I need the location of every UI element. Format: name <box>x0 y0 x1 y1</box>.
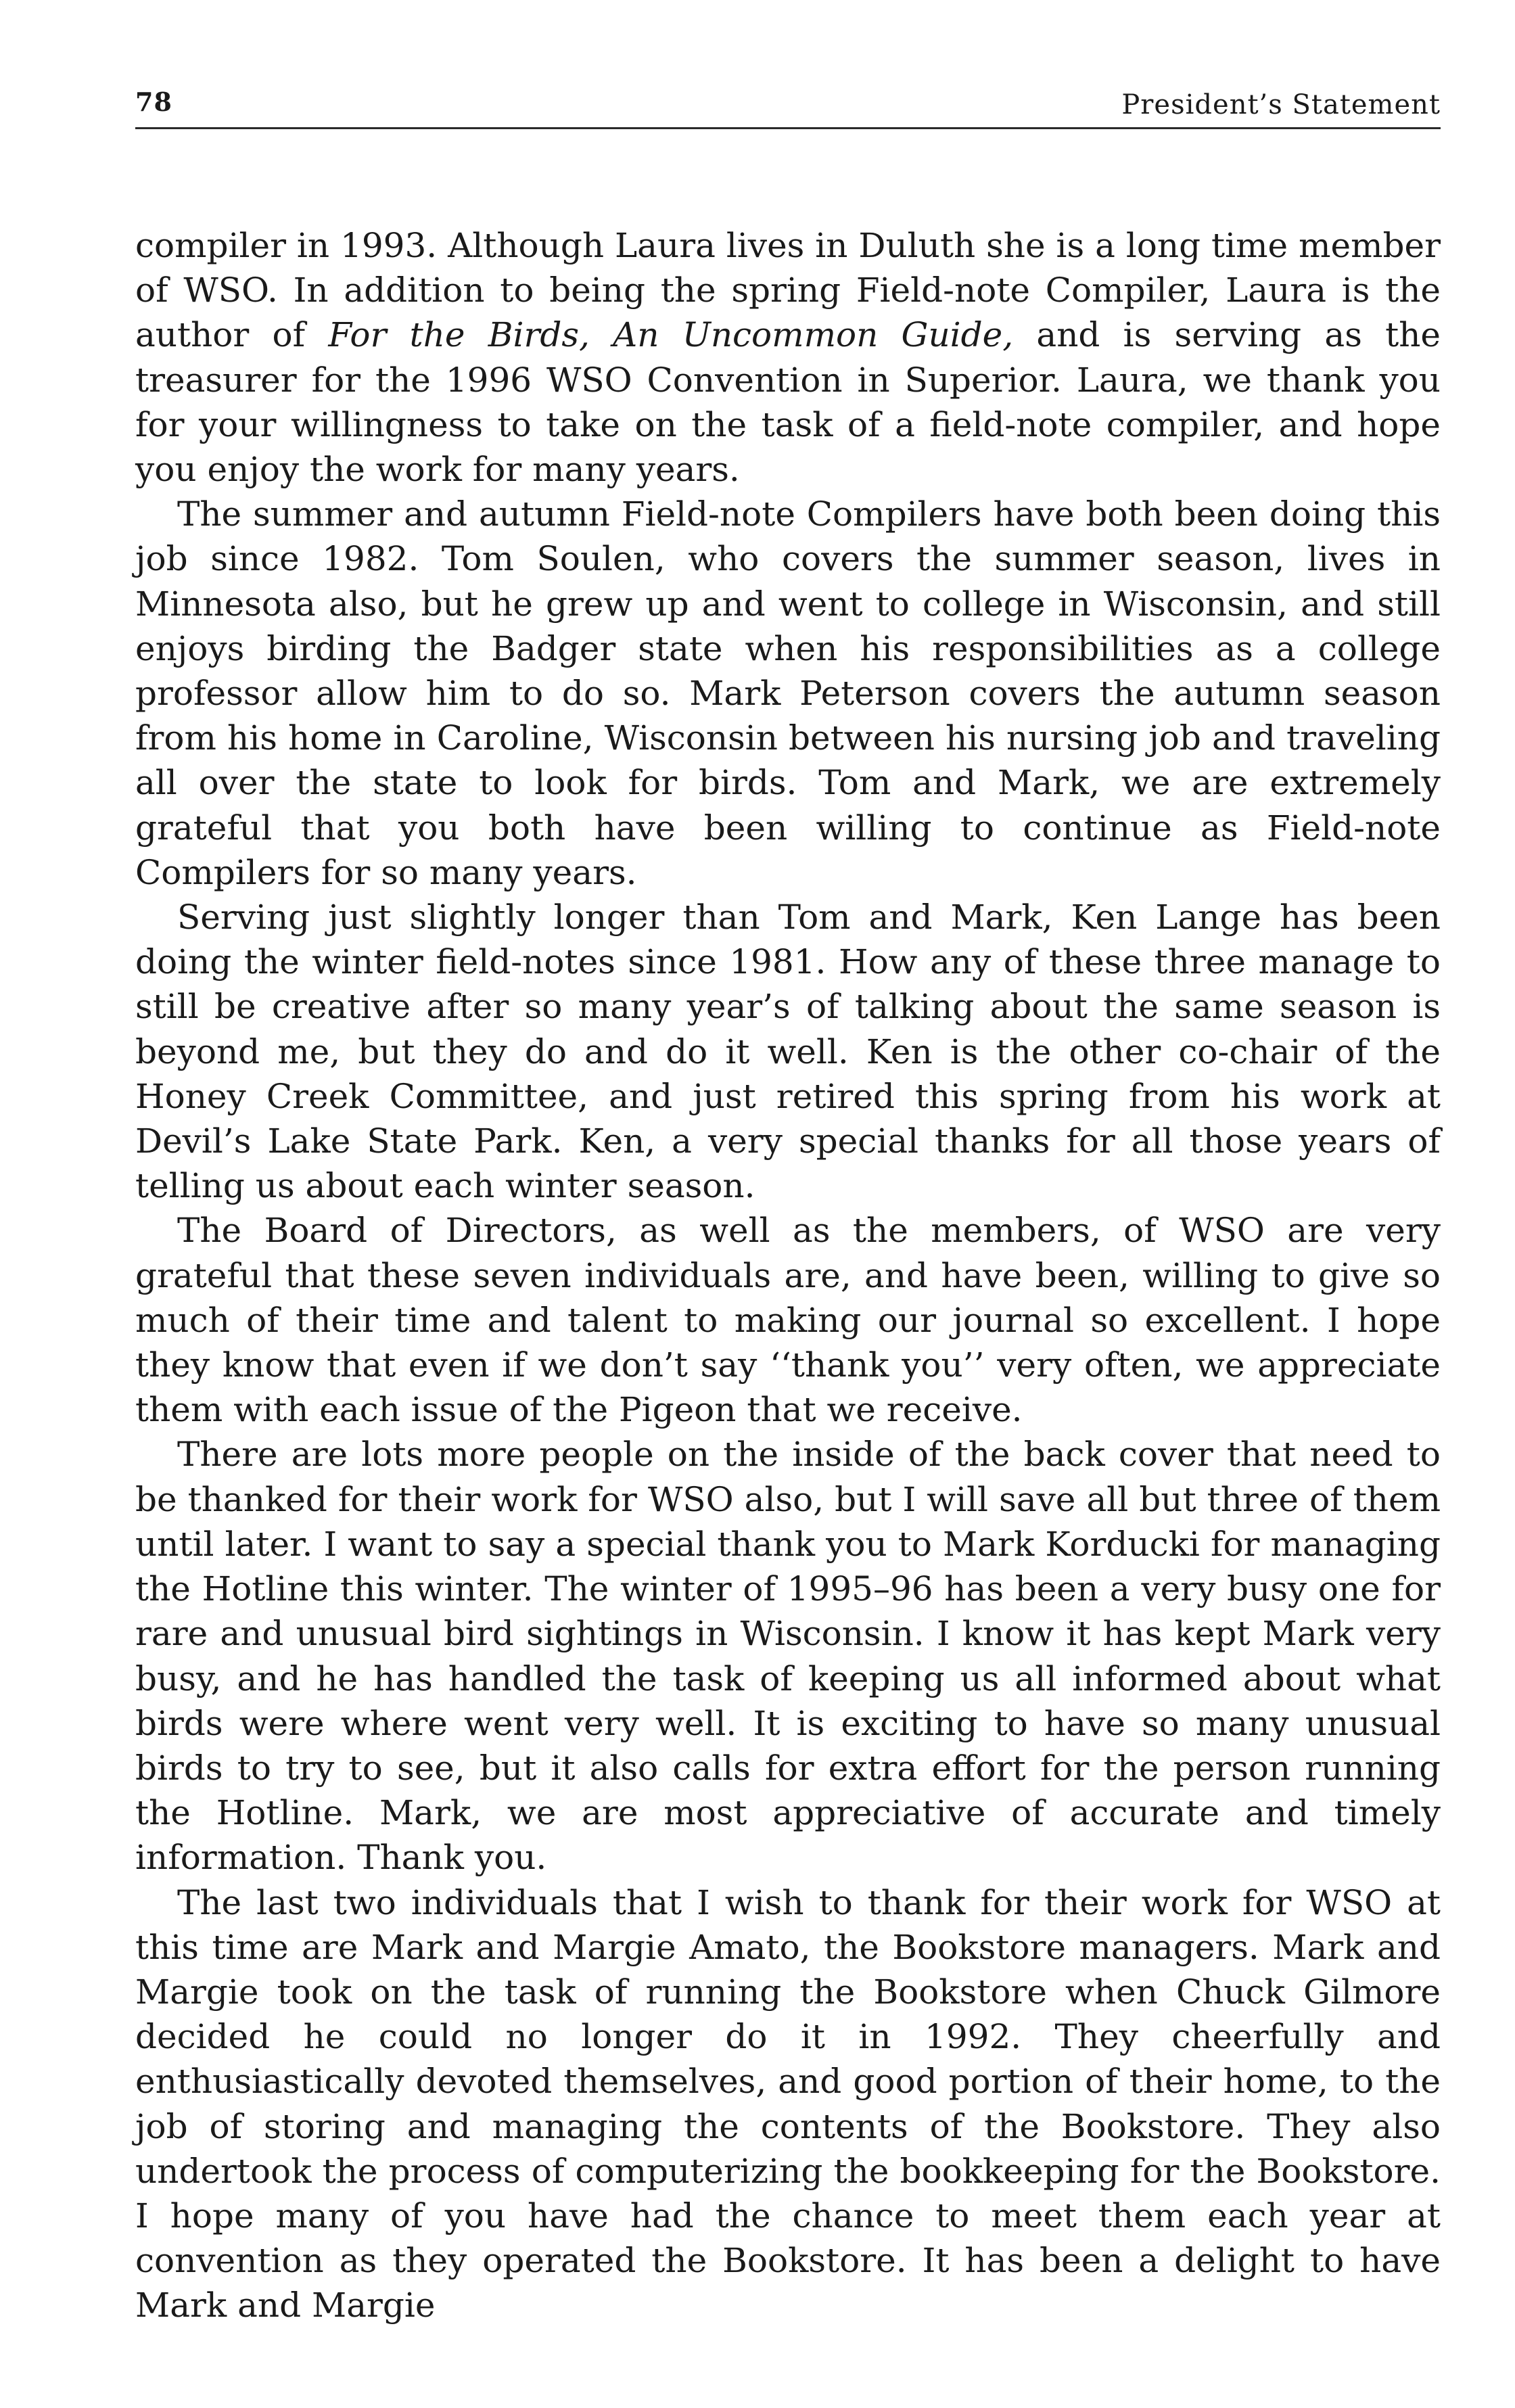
paragraph-1-text-a: compiler in 1993. Although Laura lives in Duluth she is a long time member of WSO. In addition to being the spring Field-note Compiler, Laura is the author of <box>135 226 1441 355</box>
article-body <box>135 223 1441 2328</box>
paragraph-1-text-b: and is serving as the treasurer for the 1996 WSO Convention in Superior. Laura, we thank you for your willingness to take on the task of a field-note compiler, and hope you enjoy the work for many years. <box>135 315 1441 490</box>
page-header <box>135 80 1441 129</box>
paragraph-3: Serving just slightly longer than Tom and Mark, Ken Lange has been doing the winter field-notes since 1981. How any of these three manage to still be creative after so many year’s of talking about the same season is beyond me, but they do and do it well. Ken is the other co-chair of the Honey Creek Committee, and just retired this spring from his work at Devil’s Lake State Park. Ken, a very special thanks for all those years of telling us about each winter season. <box>135 898 1441 1206</box>
paragraph-2: The summer and autumn Field-note Compilers have both been doing this job since 1982. Tom Soulen, who covers the summer season, lives in Minnesota also, but he grew up and went to college in Wisconsin, and still enjoys birding the Badger state when his responsibilities as a college professor allow him to do so. Mark Peterson covers the autumn season from his home in Caroline, Wisconsin between his nursing job and traveling all over the state to look for birds. Tom and Mark, we are extremely grateful that you both have been willing to continue as Field-note Compilers for so many years. <box>135 494 1441 892</box>
paragraph-1 <box>135 223 1441 492</box>
paragraph-5: There are lots more people on the inside of the back cover that need to be thanked for their work for WSO also, but I will save all but three of them until later. I want to say a special thank you to Mark Korducki for managing the Hotline this winter. The winter of 1995–96 has been a very busy one for rare and unusual bird sightings in Wisconsin. I know it has kept Mark very busy, and he has handled the task of keeping us all informed about what birds were where went very well. It is exciting to have so many unusual birds to try to see, but it also calls for extra effort for the person running the Hotline. Mark, we are most appreciative of accurate and timely information. Thank you. <box>135 1435 1441 1878</box>
paragraph-6: The last two individuals that I wish to thank for their work for WSO at this time are Mark and Margie Amato, the Bookstore managers. Mark and Margie took on the task of running the Bookstore when Chuck Gilmore decided he could no longer do it in 1992. They cheerfully and enthusiastically devoted themselves, and good portion of their home, to the job of storing and managing the contents of the Bookstore. They also undertook the process of computerizing the bookkeeping for the Bookstore. I hope many of you have had the chance to meet them each year at convention as they operated the Bookstore. It has been a delight to have Mark and Margie <box>135 1882 1441 2325</box>
book-title: For the Birds, An Uncommon Guide, <box>328 315 1014 355</box>
paragraph-4: The Board of Directors, as well as the members, of WSO are very grateful that these seven individuals are, and have been, willing to give so much of their time and talent to making our journal so excellent. I hope they know that even if we don’t say ‘‘thank you’’ very often, we appreciate them with each issue of the Pigeon that we receive. <box>135 1211 1441 1430</box>
page-number: 78 <box>135 87 172 117</box>
running-head: President’s Statement <box>1121 89 1441 120</box>
